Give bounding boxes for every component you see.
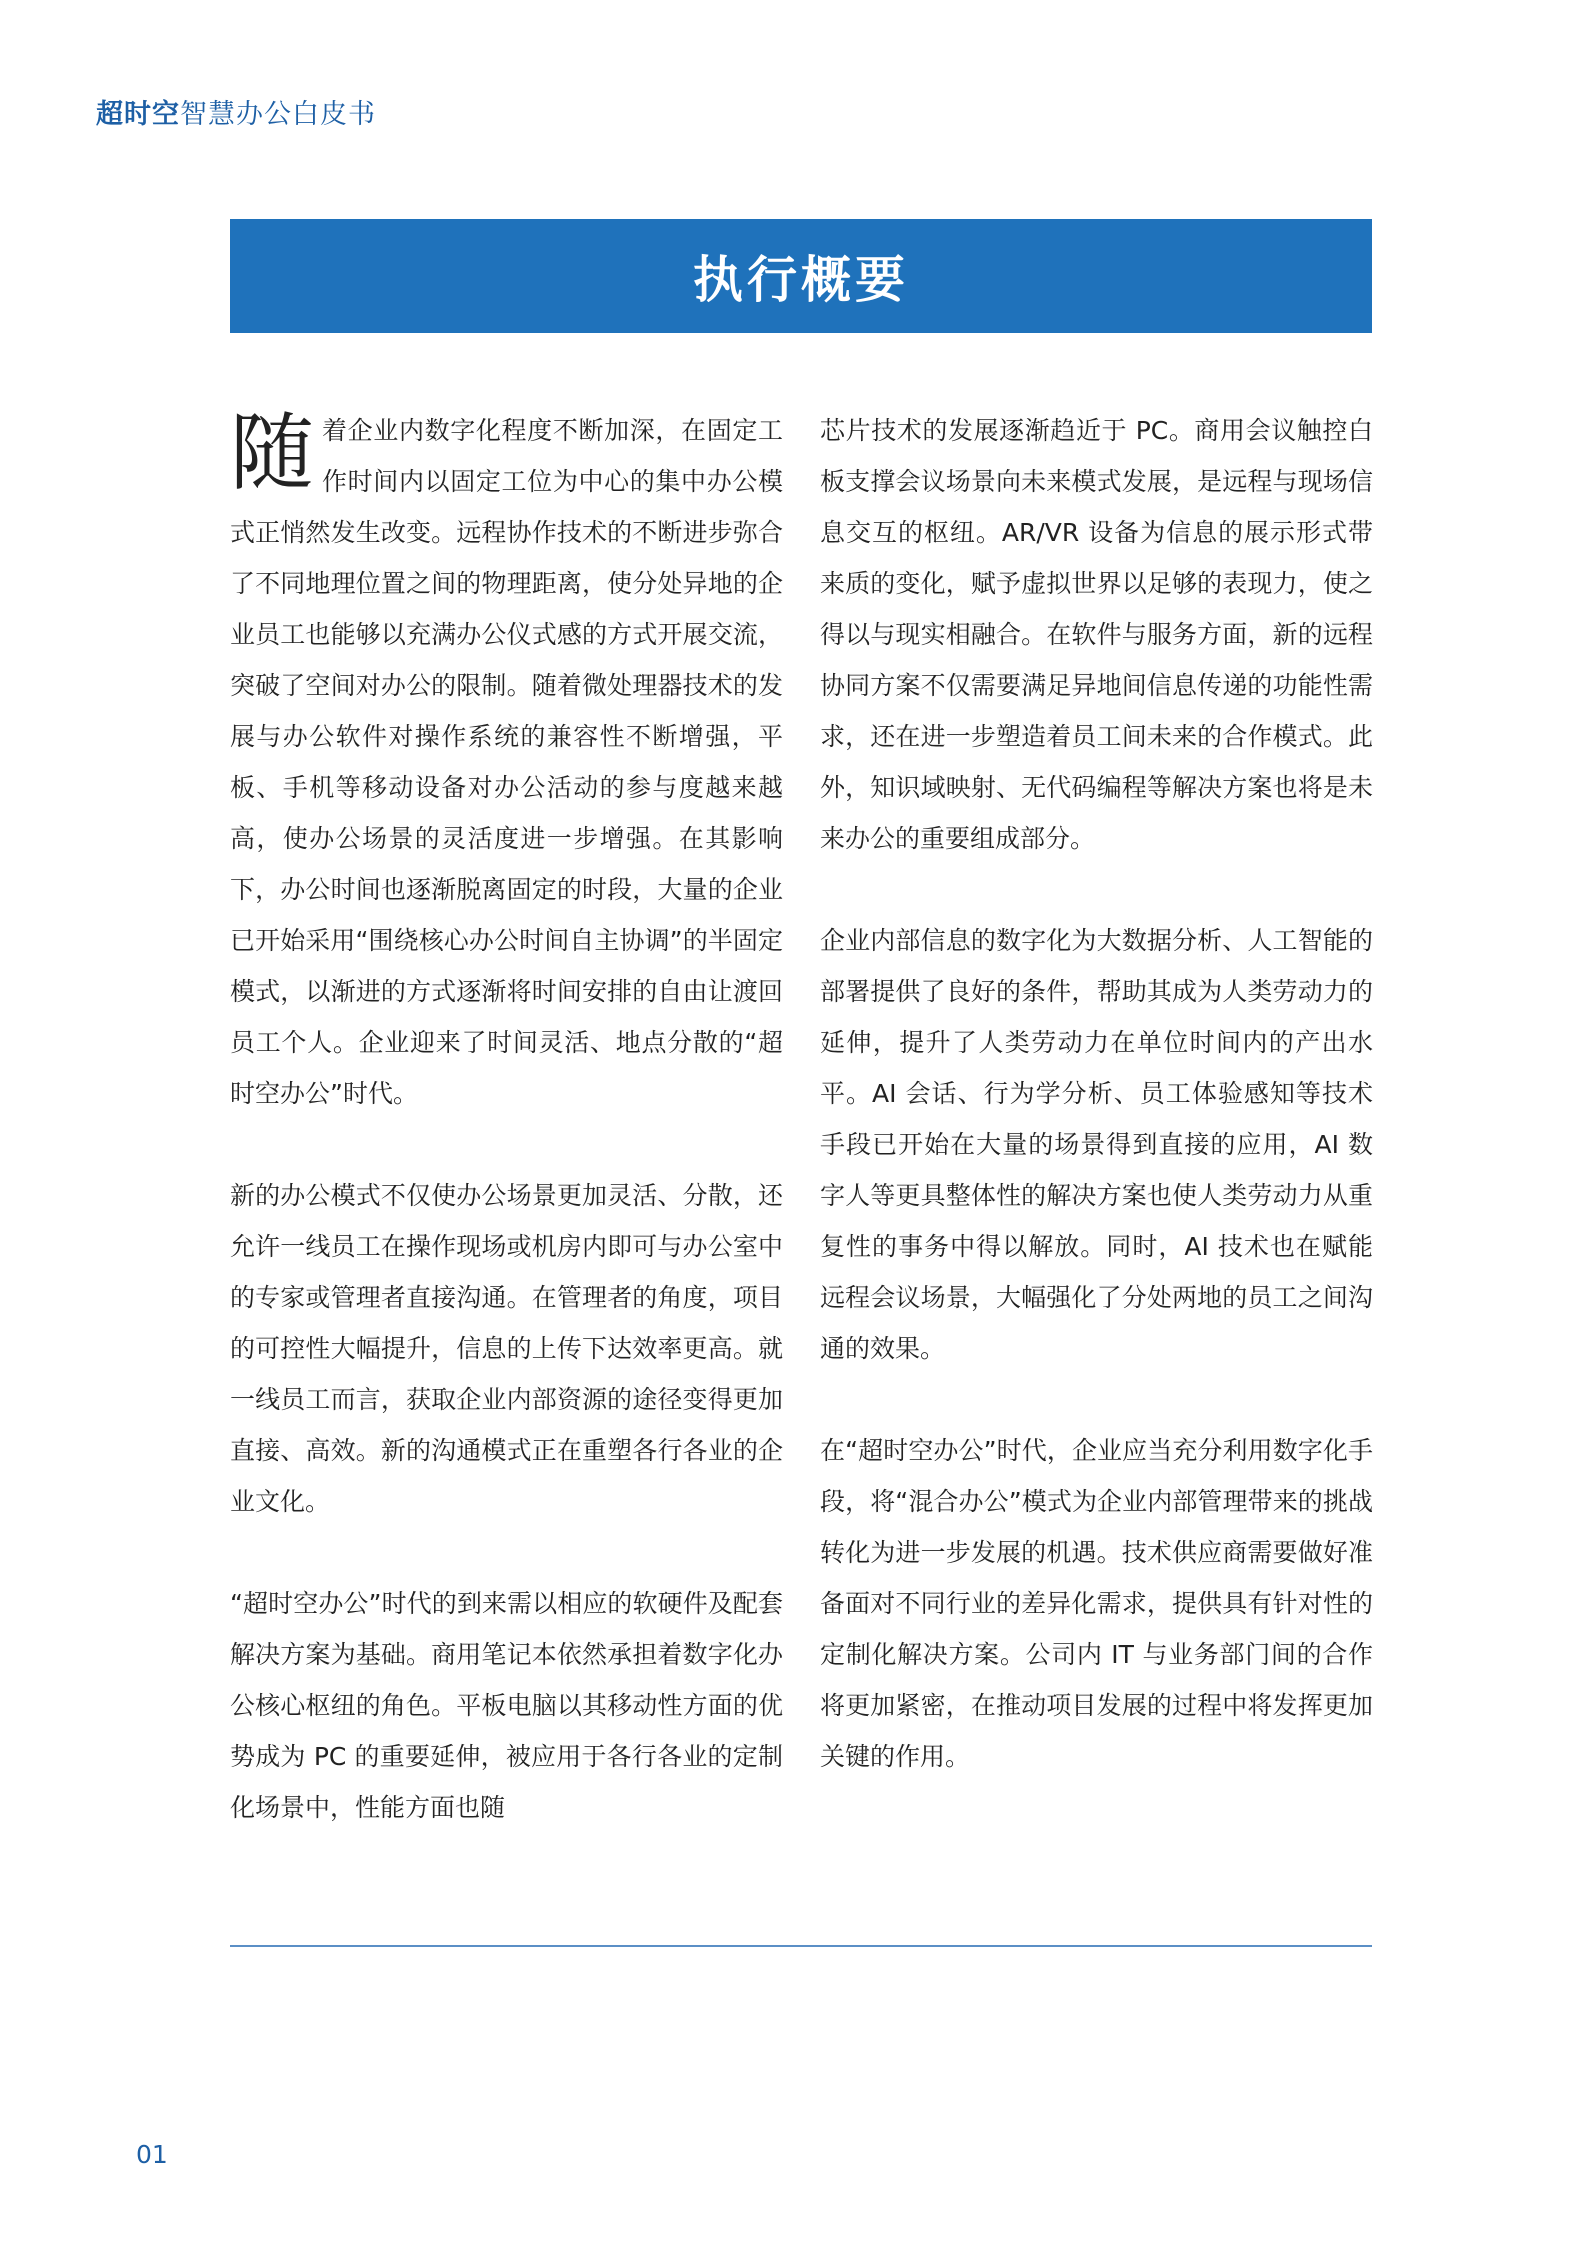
paragraph <box>230 405 783 1119</box>
paragraph: 新的办公模式不仅使办公场景更加灵活、分散，还允许一线员工在操作现场或机房内即可与办公室中的专家或管理者直接沟通。在管理者的角度，项目的可控性大幅提升，信息的上传下达效率更高。就一线员工而言，获取企业内部资源的途径变得更加直接、高效。新的沟通模式正在重塑各行各业的企业文化。 <box>230 1181 783 1516</box>
paragraph: 企业内部信息的数字化为大数据分析、人工智能的部署提供了良好的条件，帮助其成为人类劳动力的延伸，提升了人类劳动力在单位时间内的产出水平。AI 会话、行为学分析、员工体验感知等技术手段已开始在大量的场景得到直接的应用，AI 数字人等更具整体性的解决方案也使人类劳动力从重复性的事务中得以解放。同时，AI 技术也在赋能远程会议场景，大幅强化了分处两地的员工之间沟通的效果。 <box>820 926 1373 1363</box>
right-column <box>820 405 1373 1782</box>
page-title: 执行概要 <box>693 251 909 309</box>
paragraph-text: 着企业内数字化程度不断加深，在固定工作时间内以固定工位为中心的集中办公模式正悄然发生改变。远程协作技术的不断进步弥合了不同地理位置之间的物理距离，使分处异地的企业员工也能够以充满办公仪式感的方式开展交流，突破了空间对办公的限制。随着微处理器技术的发展与办公软件对操作系统的兼容性不断增强，平板、手机等移动设备对办公活动的参与度越来越高，使办公场景的灵活度进一步增强。在其影响下，办公时间也逐渐脱离固定的时段，大量的企业已开始采用“围绕核心办公时间自主协调”的半固定模式，以渐进的方式逐渐将时间安排的自由让渡回员工个人。企业迎来了时间灵活、地点分散的“超时空办公”时代。 <box>230 416 783 1108</box>
paragraph: “超时空办公”时代的到来需以相应的软硬件及配套解决方案为基础。商用笔记本依然承担着数字化办公核心枢纽的角色。平板电脑以其移动性方面的优势成为 PC 的重要延伸，被应用于各行各业的定制化场景中，性能方面也随 <box>230 1589 783 1822</box>
drop-cap: 随 <box>230 404 315 502</box>
paragraph: 在“超时空办公”时代，企业应当充分利用数字化手段，将“混合办公”模式为企业内部管理带来的挑战转化为进一步发展的机遇。技术供应商需要做好准备面对不同行业的差异化需求，提供具有针对性的定制化解决方案。公司内 IT 与业务部门间的合作将更加紧密，在推动项目发展的过程中将发挥更加关键的作用。 <box>820 1436 1373 1771</box>
footer-divider <box>230 1945 1372 1947</box>
document-header <box>96 92 376 131</box>
page-number: 01 <box>136 2140 168 2169</box>
header-title: 智慧办公白皮书 <box>180 99 376 130</box>
left-column <box>230 405 783 1833</box>
paragraph: 芯片技术的发展逐渐趋近于 PC。商用会议触控白板支撑会议场景向未来模式发展，是远程与现场信息交互的枢纽。AR/VR 设备为信息的展示形式带来质的变化，赋予虚拟世界以足够的表现力，使之得以与现实相融合。在软件与服务方面，新的远程协同方案不仅需要满足异地间信息传递的功能性需求，还在进一步塑造着员工间未来的合作模式。此外，知识域映射、无代码编程等解决方案也将是未来办公的重要组成部分。 <box>820 416 1373 853</box>
header-brand: 超时空 <box>96 99 180 130</box>
section-title-banner <box>230 219 1372 333</box>
